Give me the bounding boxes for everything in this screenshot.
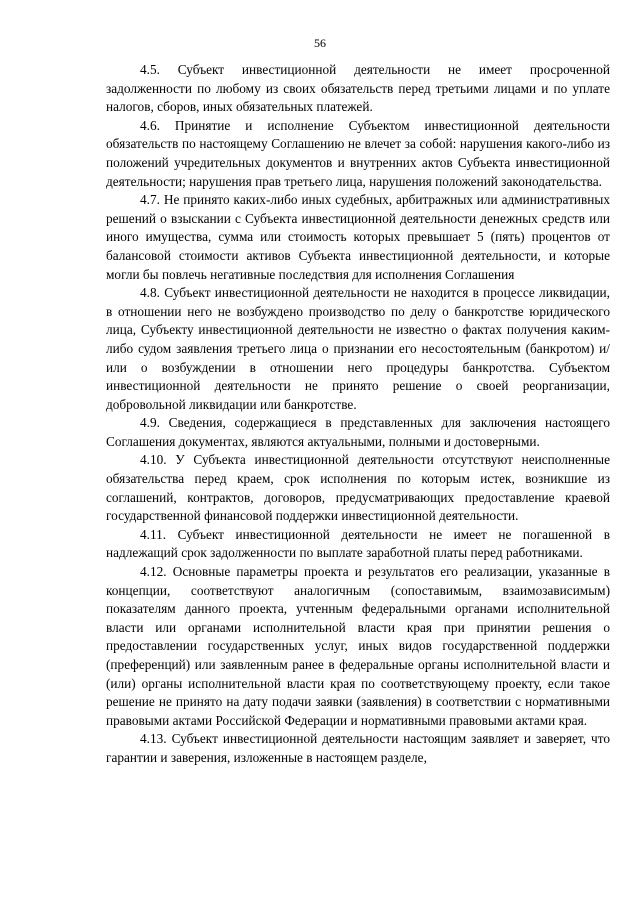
paragraph-4-13: 4.13. Субъект инвестиционной деятельности настоящим заявляет и заверяет, что гарантии и заверения, изложенные в настоящем разделе, [106, 731, 610, 765]
paragraph-4-6: 4.6. Принятие и исполнение Субъектом инвестиционной деятельности обязательств по настоящему Соглашению не влечет за собой: нарушения какого-либо из положений учредительных документов и внутренних актов Субъекта инвестиционной деятельности; нарушения прав третьего лица, нарушения положений законодательства. [106, 117, 610, 189]
paragraph-4-11: 4.11. Субъект инвестиционной деятельности не имеет не погашенной в надлежащий срок задолженности по выплате заработной платы перед работниками. [106, 526, 610, 561]
document-body [106, 61, 610, 768]
paragraph-4-10: 4.10. У Субъекта инвестиционной деятельности отсутствуют неисполненные обязательства перед краем, срок исполнения по которым истек, возникшие из соглашений, контрактов, договоров, предусматривающих предоставление краевой государственной финансовой поддержки инвестиционной деятельности. [106, 452, 610, 524]
paragraph-4-7: 4.7. Не принято каких-либо иных судебных, арбитражных или административных решений о взыскании с Субъекта инвестиционной деятельности денежных средств или иного имущества, сумма или стоимость которых превышает 5 (пять) процентов от балансовой стоимости активов Субъекта инвестиционной деятельности, и которые могли бы повлечь негативные последствия для исполнения Соглашения [106, 192, 610, 282]
paragraph-4-5: 4.5. Субъект инвестиционной деятельности не имеет просроченной задолженности по любому из своих обязательств перед третьими лицами и по уплате налогов, сборов, иных обязательных платежей. [106, 62, 610, 115]
paragraph-4-8: 4.8. Субъект инвестиционной деятельности не находится в процессе ликвидации, в отношении него не возбуждено производство по делу о банкротстве юридического лица, Субъекту инвестиционной деятельности не известно о фактах получения каким-либо судом заявления третьего лица о признании его несостоятельным (банкротом) и/или о возбуждении в отношении него процедуры банкротства. Субъектом инвестиционной деятельности не принято решение о своей реорганизации, добровольной ликвидации или банкротстве. [106, 285, 610, 412]
paragraph-4-9: 4.9. Сведения, содержащиеся в представленных для заключения настоящего Соглашения документах, являются актуальными, полными и достоверными. [106, 415, 610, 449]
page-number: 56 [314, 36, 326, 50]
paragraph-4-12: 4.12. Основные параметры проекта и результатов его реализации, указанные в концепции, соответствуют аналогичным (сопоставимым, взаимозависимым) показателям данного проекта, учтенным федеральными органами исполнительной власти или органами исполнительной власти края при принятии решения о предоставлении государственных услуг, иных видов государственной поддержки (преференций) или заявленным ранее в федеральные органы исполнительной власти и (или) органы исполнительной власти края по соответствующему проекту, если такое решение не принято на дату подачи заявки (заявления) в соответствии с нормативными правовыми актами Российской Федерации и нормативными правовыми актами края. [106, 564, 610, 728]
